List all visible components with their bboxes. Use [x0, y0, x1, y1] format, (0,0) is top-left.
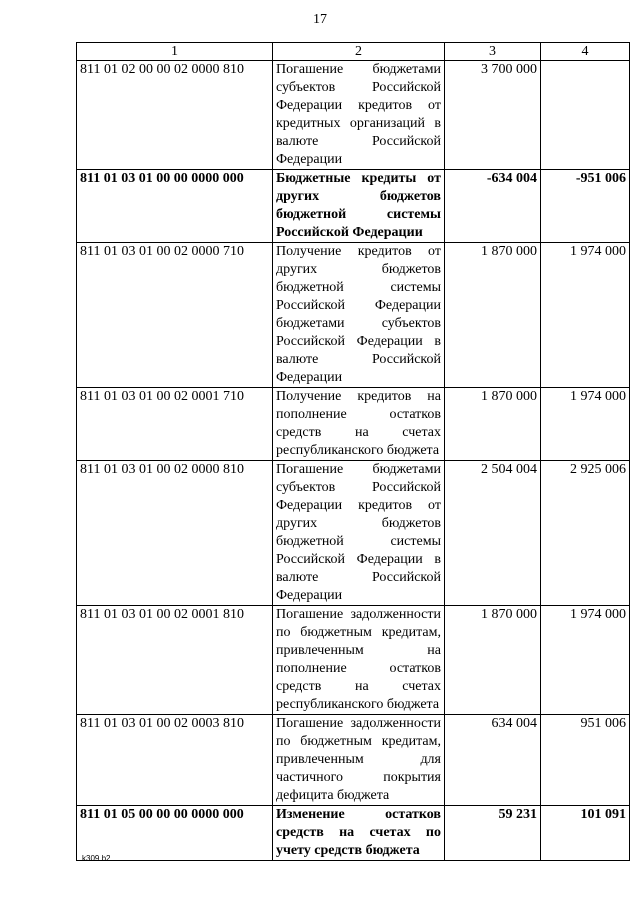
description-cell: Погашение бюджетами субъектов Российской Федерации кредитов от кредитных организаций в валюте Российской Федерации — [273, 61, 445, 170]
budget-code-cell: 811 01 03 01 00 02 0000 810 — [77, 461, 273, 606]
budget-table — [76, 42, 630, 861]
budget-code-cell: 811 01 03 01 00 02 0003 810 — [77, 715, 273, 806]
value-col4-cell: 951 006 — [541, 715, 630, 806]
table-header-row — [77, 43, 630, 61]
value-col4-cell: -951 006 — [541, 170, 630, 243]
description-cell: Изменение остатков средств на счетах по учету средств бюджета — [273, 806, 445, 861]
value-col3-cell: -634 004 — [445, 170, 541, 243]
column-header-2: 2 — [273, 43, 445, 61]
value-col3-cell: 1 870 000 — [445, 606, 541, 715]
table-row — [77, 170, 630, 243]
table-row — [77, 715, 630, 806]
value-col4-cell: 1 974 000 — [541, 243, 630, 388]
table-row — [77, 61, 630, 170]
value-col3-cell: 1 870 000 — [445, 243, 541, 388]
table-row — [77, 243, 630, 388]
value-col3-cell: 59 231 — [445, 806, 541, 861]
table-row — [77, 606, 630, 715]
table-row — [77, 806, 630, 861]
description-cell: Погашение задолженности по бюджетным кредитам, привлеченным на пополнение остатков средств на счетах республиканского бюджета — [273, 606, 445, 715]
value-col4-cell: 1 974 000 — [541, 606, 630, 715]
footer-mark: k309 b2 — [82, 854, 111, 863]
budget-code-cell: 811 01 03 01 00 02 0001 810 — [77, 606, 273, 715]
column-header-1: 1 — [77, 43, 273, 61]
description-cell: Получение кредитов на пополнение остатков средств на счетах республиканского бюджета — [273, 388, 445, 461]
page-number: 17 — [313, 12, 327, 27]
budget-code-cell: 811 01 02 00 00 02 0000 810 — [77, 61, 273, 170]
description-cell: Бюджетные кредиты от других бюджетов бюджетной системы Российской Федерации — [273, 170, 445, 243]
description-cell: Получение кредитов от других бюджетов бюджетной системы Российской Федерации бюджетами субъектов Российской Федерации в валюте Российской Федерации — [273, 243, 445, 388]
value-col4-cell: 2 925 006 — [541, 461, 630, 606]
table-row — [77, 388, 630, 461]
budget-code-cell: 811 01 03 01 00 00 0000 000 — [77, 170, 273, 243]
value-col3-cell: 3 700 000 — [445, 61, 541, 170]
budget-code-cell: 811 01 05 00 00 00 0000 000 — [77, 806, 273, 861]
column-header-4: 4 — [541, 43, 630, 61]
table-row — [77, 461, 630, 606]
budget-code-cell: 811 01 03 01 00 02 0001 710 — [77, 388, 273, 461]
budget-code-cell: 811 01 03 01 00 02 0000 710 — [77, 243, 273, 388]
description-cell: Погашение задолженности по бюджетным кредитам, привлеченным для частичного покрытия дефицита бюджета — [273, 715, 445, 806]
value-col4-cell: 1 974 000 — [541, 388, 630, 461]
value-col3-cell: 1 870 000 — [445, 388, 541, 461]
description-cell: Погашение бюджетами субъектов Российской Федерации кредитов от других бюджетов бюджетной системы Российской Федерации в валюте Российской Федерации — [273, 461, 445, 606]
column-header-3: 3 — [445, 43, 541, 61]
value-col3-cell: 2 504 004 — [445, 461, 541, 606]
value-col3-cell: 634 004 — [445, 715, 541, 806]
value-col4-cell — [541, 61, 630, 170]
value-col4-cell: 101 091 — [541, 806, 630, 861]
